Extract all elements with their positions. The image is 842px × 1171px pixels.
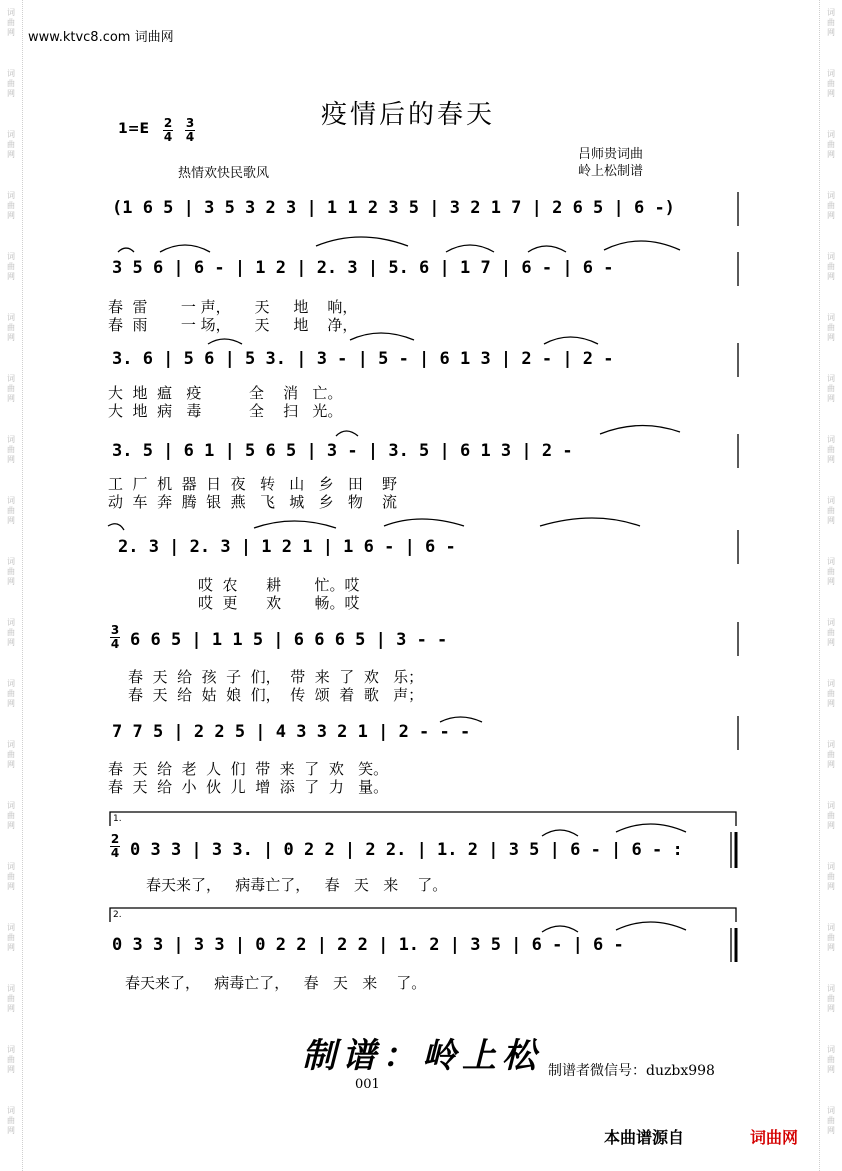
stave-3-lyrics-verse-1: 大 地 瘟 疫 全 消 亡。 bbox=[108, 384, 343, 402]
side-watermark-text: 词 曲 网 bbox=[827, 69, 835, 98]
stave-1-notes: (1 6 5 | 3 5 3 2 3 | 1 1 2 3 5 | 3 2 1 7 | 2 6 5 | 6 -) bbox=[112, 198, 675, 218]
side-watermark-text: 词 曲 网 bbox=[827, 191, 835, 220]
side-watermark-text: 词 曲 网 bbox=[827, 923, 835, 952]
source-brand-link[interactable]: 词曲网 bbox=[750, 1128, 799, 1147]
stave-9-lyrics: 春天来了， 病毒亡了， 春 天 来 了。 bbox=[125, 974, 427, 992]
side-watermark-text: 词 曲 网 bbox=[827, 313, 835, 342]
stave-4-lyrics-verse-2: 动 车 奔 腾 银 燕 飞 城 乡 物 流 bbox=[108, 493, 397, 511]
key-signature: 1=E bbox=[118, 121, 150, 137]
side-watermark-text: 词 曲 网 bbox=[7, 191, 15, 220]
side-watermark-text: 词 曲 网 bbox=[7, 130, 15, 159]
side-watermark-text: 词 曲 网 bbox=[7, 313, 15, 342]
time-signature-2-4: 2 4 bbox=[163, 116, 173, 144]
first-ending-marker: 1. bbox=[113, 814, 122, 824]
stave-8-lyrics: 春天来了， 病毒亡了， 春 天 来 了。 bbox=[146, 876, 448, 894]
side-watermark-text: 词 曲 网 bbox=[827, 374, 835, 403]
side-watermark-text: 词 曲 网 bbox=[827, 435, 835, 464]
side-watermark-text: 词 曲 网 bbox=[7, 740, 15, 769]
stave-5-notes: 2. 3 | 2. 3 | 1 2 1 | 1 6 - | 6 - bbox=[118, 537, 456, 557]
song-title: 疫情后的春天 bbox=[321, 100, 496, 130]
side-watermark-text: 词 曲 网 bbox=[827, 801, 835, 830]
stave-6-notes: 6 6 5 | 1 1 5 | 6 6 6 5 | 3 - - bbox=[130, 630, 448, 650]
stave-7-lyrics-verse-1: 春 天 给 老 人 们 带 来 了 欢 笑。 bbox=[108, 760, 389, 778]
stave-4-lyrics-verse-1: 工 厂 机 器 日 夜 转 山 乡 田 野 bbox=[108, 475, 397, 493]
side-watermark-text: 词 曲 网 bbox=[7, 252, 15, 281]
stave-5-lyrics-verse-2: 哎 更 欢 畅。哎 bbox=[198, 594, 360, 612]
stave-9-notes: 0 3 3 | 3 3 | 0 2 2 | 2 2 | 1. 2 | 3 5 | 6 - | 6 - bbox=[112, 935, 624, 955]
time-signature-3-4: 3 4 bbox=[185, 116, 195, 144]
second-ending-marker: 2. bbox=[113, 910, 122, 920]
stave-8-notes: 0 3 3 | 3 3. | 0 2 2 | 2 2. | 1. 2 | 3 5 | 6 - | 6 - : bbox=[130, 840, 683, 860]
side-watermark-text: 词 曲 网 bbox=[7, 618, 15, 647]
side-watermark-text: 词 曲 网 bbox=[7, 557, 15, 586]
composer-credit: 吕师贵词曲 bbox=[578, 147, 644, 162]
side-watermark-text: 词 曲 网 bbox=[7, 69, 15, 98]
side-watermark-text: 词 曲 网 bbox=[7, 374, 15, 403]
side-watermark-text: 词 曲 网 bbox=[827, 557, 835, 586]
stave-8-time-signature: 2 4 bbox=[110, 832, 120, 860]
side-watermark-text: 词 曲 网 bbox=[827, 1106, 835, 1135]
side-watermark-text: 词 曲 网 bbox=[827, 252, 835, 281]
stave-4-notes: 3. 5 | 6 1 | 5 6 5 | 3 - | 3. 5 | 6 1 3 | 2 - bbox=[112, 441, 573, 461]
side-watermark-text: 词 曲 网 bbox=[827, 679, 835, 708]
stave-2-notes: 3 5 6 | 6 - | 1 2 | 2. 3 | 5. 6 | 1 7 | 6 - | 6 - bbox=[112, 258, 614, 278]
stave-2-lyrics-verse-2: 春 雨 一 场， 天 地 净， bbox=[108, 316, 358, 334]
stave-6-lyrics-verse-1: 春 天 给 孩 子 们， 带 来 了 欢 乐； bbox=[128, 668, 424, 686]
side-watermark-text: 词 曲 网 bbox=[7, 679, 15, 708]
stave-3-lyrics-verse-2: 大 地 病 毒 全 扫 光。 bbox=[108, 402, 343, 420]
side-watermark-text: 词 曲 网 bbox=[7, 435, 15, 464]
side-watermark-text: 词 曲 网 bbox=[827, 984, 835, 1013]
side-watermark-text: 词 曲 网 bbox=[827, 862, 835, 891]
arranger-signature: 制谱：岭上松 bbox=[302, 1036, 542, 1076]
stave-6-time-signature: 3 4 bbox=[110, 623, 120, 651]
side-watermark-text: 词 曲 网 bbox=[7, 496, 15, 525]
page-number: 001 bbox=[355, 1077, 380, 1092]
side-watermark-text: 词 曲 网 bbox=[827, 618, 835, 647]
stave-6-lyrics-verse-2: 春 天 给 姑 娘 们， 传 颂 着 歌 声； bbox=[128, 686, 424, 704]
side-watermark-text: 词 曲 网 bbox=[7, 1045, 15, 1074]
side-watermark-text: 词 曲 网 bbox=[7, 1106, 15, 1135]
stave-7-lyrics-verse-2: 春 天 给 小 伙 儿 增 添 了 力 量。 bbox=[108, 778, 389, 796]
stave-3-notes: 3. 6 | 5 6 | 5 3. | 3 - | 5 - | 6 1 3 | 2 - | 2 - bbox=[112, 349, 614, 369]
stave-5-lyrics-verse-1: 哎 农 耕 忙。哎 bbox=[198, 576, 360, 594]
side-watermark-text: 词 曲 网 bbox=[827, 496, 835, 525]
stave-2-lyrics-verse-1: 春 雷 一 声， 天 地 响， bbox=[108, 298, 358, 316]
side-watermark-text: 词 曲 网 bbox=[827, 740, 835, 769]
stave-7-notes: 7 7 5 | 2 2 5 | 4 3 3 2 1 | 2 - - - bbox=[112, 722, 471, 742]
arranger-credit: 岭上松制谱 bbox=[578, 164, 644, 179]
side-watermark-text: 词 曲 网 bbox=[7, 862, 15, 891]
side-watermark-text: 词 曲 网 bbox=[827, 1045, 835, 1074]
arranger-wechat-id: 制谱者微信号：duzbx998 bbox=[548, 1063, 715, 1079]
side-watermark-text: 词 曲 网 bbox=[827, 8, 835, 37]
source-label: 本曲谱源自 bbox=[604, 1128, 685, 1147]
header-url[interactable]: www.ktvc8.com 词曲网 bbox=[28, 30, 174, 45]
side-watermark-text: 词 曲 网 bbox=[7, 923, 15, 952]
side-watermark-text: 词 曲 网 bbox=[7, 8, 15, 37]
performance-style: 热情欢快民歌风 bbox=[178, 166, 270, 181]
side-watermark-text: 词 曲 网 bbox=[7, 801, 15, 830]
side-watermark-text: 词 曲 网 bbox=[827, 130, 835, 159]
side-watermark-text: 词 曲 网 bbox=[7, 984, 15, 1013]
